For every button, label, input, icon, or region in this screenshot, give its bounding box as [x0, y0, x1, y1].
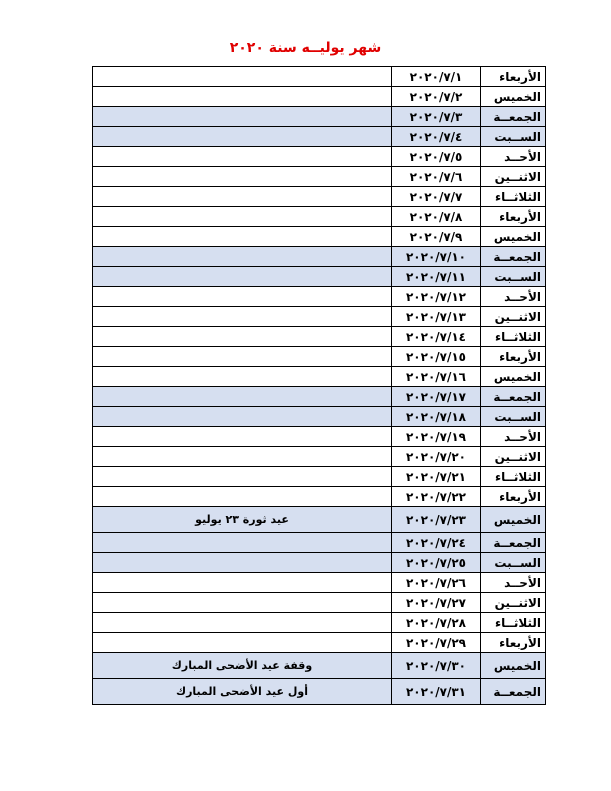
table-row	[93, 347, 546, 367]
day-cell: الخميس	[481, 87, 546, 107]
table-row	[93, 207, 546, 227]
note-cell	[93, 207, 392, 227]
table-row	[93, 87, 546, 107]
note-cell	[93, 487, 392, 507]
day-cell: الثلاثــاء	[481, 613, 546, 633]
day-cell: الأربعاء	[481, 347, 546, 367]
date-cell: ٢٠٢٠/٧/١١	[392, 267, 481, 287]
note-cell	[93, 147, 392, 167]
note-cell: وقفة عيد الأضحى المبارك	[93, 653, 392, 679]
date-cell: ٢٠٢٠/٧/١٢	[392, 287, 481, 307]
date-cell: ٢٠٢٠/٧/٢٤	[392, 533, 481, 553]
date-cell: ٢٠٢٠/٧/٣٠	[392, 653, 481, 679]
day-cell: الســبت	[481, 127, 546, 147]
note-cell	[93, 167, 392, 187]
day-cell: الجمعــة	[481, 107, 546, 127]
date-cell: ٢٠٢٠/٧/٢٢	[392, 487, 481, 507]
note-cell	[93, 447, 392, 467]
note-cell	[93, 573, 392, 593]
table-row	[93, 507, 546, 533]
day-cell: الاثنــين	[481, 307, 546, 327]
table-row	[93, 147, 546, 167]
date-cell: ٢٠٢٠/٧/٢٧	[392, 593, 481, 613]
table-row	[93, 467, 546, 487]
table-row	[93, 227, 546, 247]
date-cell: ٢٠٢٠/٧/١٣	[392, 307, 481, 327]
table-row	[93, 553, 546, 573]
table-row	[93, 387, 546, 407]
date-cell: ٢٠٢٠/٧/٦	[392, 167, 481, 187]
date-cell: ٢٠٢٠/٧/٨	[392, 207, 481, 227]
day-cell: الأربعاء	[481, 487, 546, 507]
date-cell: ٢٠٢٠/٧/٢٥	[392, 553, 481, 573]
note-cell	[93, 247, 392, 267]
day-cell: الجمعــة	[481, 387, 546, 407]
date-cell: ٢٠٢٠/٧/٢٠	[392, 447, 481, 467]
table-row	[93, 107, 546, 127]
table-row	[93, 613, 546, 633]
day-cell: الثلاثــاء	[481, 187, 546, 207]
table-row	[93, 533, 546, 553]
calendar-body	[93, 67, 546, 705]
note-cell	[93, 613, 392, 633]
day-cell: الخميس	[481, 227, 546, 247]
day-cell: الخميس	[481, 653, 546, 679]
date-cell: ٢٠٢٠/٧/٢٣	[392, 507, 481, 533]
date-cell: ٢٠٢٠/٧/٩	[392, 227, 481, 247]
date-cell: ٢٠٢٠/٧/٣	[392, 107, 481, 127]
date-cell: ٢٠٢٠/٧/٢٨	[392, 613, 481, 633]
date-cell: ٢٠٢٠/٧/١٦	[392, 367, 481, 387]
note-cell	[93, 127, 392, 147]
table-row	[93, 287, 546, 307]
note-cell	[93, 427, 392, 447]
date-cell: ٢٠٢٠/٧/١٥	[392, 347, 481, 367]
date-cell: ٢٠٢٠/٧/٢٦	[392, 573, 481, 593]
note-cell	[93, 533, 392, 553]
date-cell: ٢٠٢٠/٧/١	[392, 67, 481, 87]
table-row	[93, 427, 546, 447]
date-cell: ٢٠٢٠/٧/٤	[392, 127, 481, 147]
date-cell: ٢٠٢٠/٧/١٨	[392, 407, 481, 427]
day-cell: الثلاثــاء	[481, 327, 546, 347]
calendar-table	[92, 66, 546, 705]
table-row	[93, 407, 546, 427]
day-cell: الأحــد	[481, 573, 546, 593]
date-cell: ٢٠٢٠/٧/١٤	[392, 327, 481, 347]
table-row	[93, 367, 546, 387]
day-cell: الأحــد	[481, 287, 546, 307]
note-cell	[93, 107, 392, 127]
note-cell	[93, 467, 392, 487]
table-row	[93, 633, 546, 653]
table-row	[93, 67, 546, 87]
table-row	[93, 679, 546, 705]
note-cell	[93, 387, 392, 407]
day-cell: الجمعــة	[481, 247, 546, 267]
note-cell	[93, 553, 392, 573]
note-cell	[93, 87, 392, 107]
note-cell	[93, 287, 392, 307]
note-cell	[93, 327, 392, 347]
date-cell: ٢٠٢٠/٧/٢	[392, 87, 481, 107]
table-row	[93, 593, 546, 613]
table-row	[93, 447, 546, 467]
date-cell: ٢٠٢٠/٧/١٧	[392, 387, 481, 407]
table-row	[93, 653, 546, 679]
note-cell	[93, 267, 392, 287]
day-cell: الخميس	[481, 507, 546, 533]
date-cell: ٢٠٢٠/٧/٢٩	[392, 633, 481, 653]
table-row	[93, 573, 546, 593]
day-cell: الجمعــة	[481, 533, 546, 553]
note-cell	[93, 367, 392, 387]
note-cell	[93, 347, 392, 367]
table-row	[93, 127, 546, 147]
date-cell: ٢٠٢٠/٧/٢١	[392, 467, 481, 487]
table-row	[93, 487, 546, 507]
day-cell: الســبت	[481, 267, 546, 287]
day-cell: الأربعاء	[481, 633, 546, 653]
note-cell: عيد ثورة ٢٣ يوليو	[93, 507, 392, 533]
date-cell: ٢٠٢٠/٧/١٩	[392, 427, 481, 447]
day-cell: الأحــد	[481, 147, 546, 167]
day-cell: الجمعــة	[481, 679, 546, 705]
page-title: شهر يوليــه سنة ٢٠٢٠	[229, 40, 382, 56]
note-cell: أول عيد الأضحى المبارك	[93, 679, 392, 705]
day-cell: الســبت	[481, 407, 546, 427]
day-cell: الاثنــين	[481, 167, 546, 187]
date-cell: ٢٠٢٠/٧/٣١	[392, 679, 481, 705]
note-cell	[93, 407, 392, 427]
note-cell	[93, 633, 392, 653]
table-row	[93, 307, 546, 327]
table-row	[93, 327, 546, 347]
day-cell: الثلاثــاء	[481, 467, 546, 487]
table-row	[93, 167, 546, 187]
note-cell	[93, 307, 392, 327]
day-cell: الأربعاء	[481, 207, 546, 227]
day-cell: الأربعاء	[481, 67, 546, 87]
table-row	[93, 267, 546, 287]
note-cell	[93, 187, 392, 207]
day-cell: الخميس	[481, 367, 546, 387]
table-row	[93, 247, 546, 267]
note-cell	[93, 593, 392, 613]
date-cell: ٢٠٢٠/٧/١٠	[392, 247, 481, 267]
note-cell	[93, 227, 392, 247]
table-row	[93, 187, 546, 207]
day-cell: الأحــد	[481, 427, 546, 447]
date-cell: ٢٠٢٠/٧/٧	[392, 187, 481, 207]
day-cell: الاثنــين	[481, 593, 546, 613]
day-cell: الاثنــين	[481, 447, 546, 467]
date-cell: ٢٠٢٠/٧/٥	[392, 147, 481, 167]
note-cell	[93, 67, 392, 87]
day-cell: الســبت	[481, 553, 546, 573]
